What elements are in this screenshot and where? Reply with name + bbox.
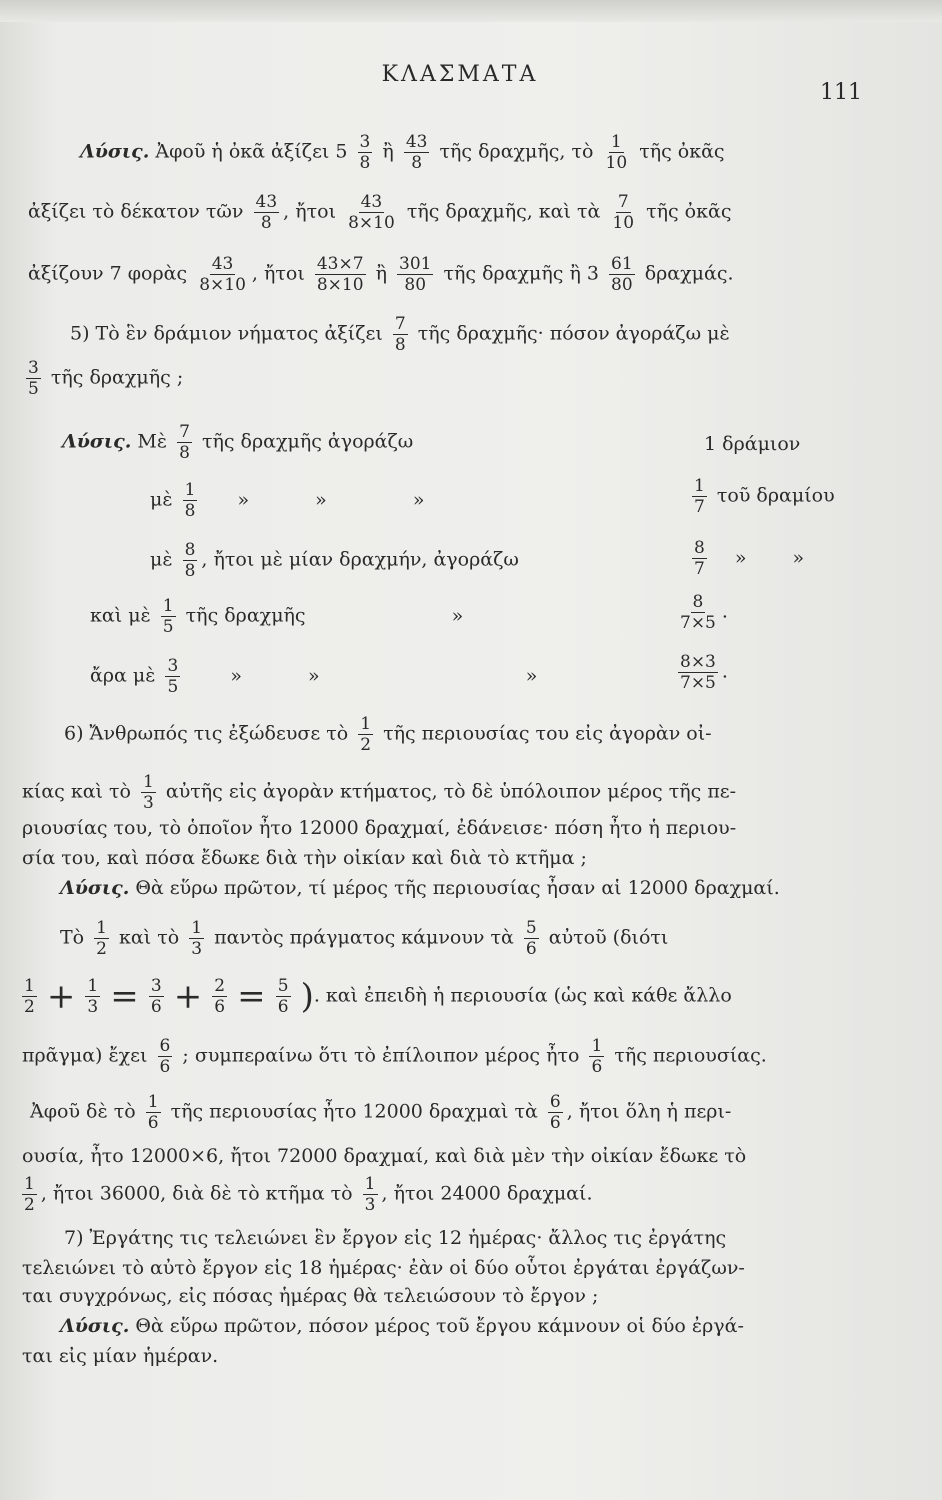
fraction: $\frac{61}{80}$ — [611, 254, 633, 295]
fraction: $\frac{1}{8}$ — [184, 480, 196, 521]
text-line: ται εἰς μίαν ἡμέραν. — [22, 1345, 219, 1367]
fraction: $\frac{8}{7\times 5}$ — [680, 592, 716, 633]
text-line: ἄρα μὲ $\frac{3}{5}$ » » » — [90, 656, 538, 697]
fraction: $\frac{1}{10}$ — [605, 132, 628, 173]
text-line: Ἀφοῦ δὲ τὸ $\frac{1}{6}$ τῆς περιουσίας ἦτο 12000 δραχμαὶ τὰ $\frac{6}{6}$ , ἤτοι ὅλη ἡ περι- — [30, 1092, 732, 1133]
page-top-edge — [0, 0, 942, 22]
text-line: ουσία, ἦτο 12000×6, ἤτοι 72000 δραχμαί, καὶ διὰ μὲν τὴν οἰκίαν ἔδωκε τὸ — [22, 1145, 747, 1167]
fraction: $\frac{43}{8\times 10}$ — [348, 192, 395, 233]
fraction: $\frac{1}{6}$ — [147, 1092, 159, 1133]
text-line: Λύσις. Θὰ εὕρω πρῶτον, τί μέρος τῆς περιουσίας ἦσαν αἱ 12000 δραχμαί. — [60, 877, 780, 899]
text-line: ριουσίας του, τὸ ὁποῖον ἦτο 12000 δραχμαί, ἐδάνεισε· πόση ἦτο ἡ περιου- — [22, 817, 737, 839]
text-line: μὲ $\frac{1}{8}$ » » » — [150, 480, 425, 521]
running-header: ΚΛΑΣΜΑΤΑ — [381, 62, 539, 87]
fraction: $\frac{43}{8}$ — [405, 132, 428, 173]
text-line: $\frac{1}{2}$ , ἤτοι 36000, διὰ δὲ τὸ κτῆμα τὸ $\frac{1}{3}$ , ἤτοι 24000 δραχμαί. — [24, 1174, 593, 1215]
text-line: καὶ μὲ $\frac{1}{5}$ τῆς δραχμῆς » — [90, 596, 464, 637]
text-line: 5) Τὸ ἓν δράμιον νήματος ἀξίζει $\frac{7}{8}$ τῆς δραχμῆς· πόσον ἀγοράζω μὲ — [70, 314, 730, 355]
fraction: $\frac{3}{5}$ — [167, 656, 179, 697]
fraction: $\frac{1}{6}$ — [591, 1036, 603, 1077]
text-line: 6) Ἄνθρωπός τις ἐξώδευσε τὸ $\frac{1}{2}$ τῆς περιουσίας του εἰς ἀγορὰν οἰ- — [64, 714, 712, 755]
result-cell: $\frac{8\times 3}{7\times 5}$ . — [680, 652, 728, 693]
fraction: $\frac{2}{6}$ — [214, 976, 226, 1017]
fraction: $\frac{7}{10}$ — [612, 192, 635, 233]
fraction: $\frac{43}{8}$ — [255, 192, 278, 233]
text-line: κίας καὶ τὸ $\frac{1}{3}$ αὐτῆς εἰς ἀγορὰν κτήματος, τὸ δὲ ὑπόλοιπον μέρος τῆς πε- — [22, 772, 737, 813]
text-line: σία του, καὶ πόσα ἔδωκε διὰ τὴν οἰκίαν καὶ διὰ τὸ κτῆμα ; — [22, 847, 587, 869]
text-line: Τὸ $\frac{1}{2}$ καὶ τὸ $\frac{1}{3}$ παντὸς πράγματος κάμνουν τὰ $\frac{5}{6}$ αὐτοῦ (διότι — [60, 918, 669, 959]
text-line: ἀξίζει τὸ δέκατον τῶν $\frac{43}{8}$ , ἤτοι $\frac{43}{8\times 10}$ τῆς δραχμῆς, καὶ τὰ $\frac{7}{10}$ τῆς ὀκᾶς — [28, 192, 732, 233]
text-line: Λύσις. Ἀφοῦ ἡ ὀκᾶ ἀξίζει 5 $\frac{3}{8}$ ἢ $\frac{43}{8}$ τῆς δραχμῆς, τὸ $\frac{1}{10}$ τῆς ὀκᾶς — [80, 132, 725, 173]
fraction: $\frac{3}{6}$ — [150, 976, 162, 1017]
page-number: 111 — [820, 80, 862, 105]
fraction: $\frac{1}{2}$ — [96, 918, 107, 959]
fraction: $\frac{5}{6}$ — [525, 918, 537, 959]
result-cell: $\frac{1}{7}$ τοῦ δραμίου — [694, 476, 835, 517]
fraction: $\frac{8}{7}$ — [694, 538, 705, 579]
text-line: 7) Ἐργάτης τις τελειώνει ἓν ἔργον εἰς 12 ἡμέρας· ἄλλος τις ἐργάτης — [64, 1227, 727, 1249]
fraction: $\frac{3}{8}$ — [359, 132, 371, 173]
fraction: $\frac{3}{5}$ — [28, 358, 39, 399]
result-cell: $\frac{8}{7\times 5}$ . — [680, 592, 728, 633]
fraction: $\frac{7}{8}$ — [179, 422, 190, 463]
fraction: $\frac{43}{8\times 10}$ — [199, 254, 246, 295]
text-line: ἀξίζουν 7 φορὰς $\frac{43}{8\times 10}$ , ἤτοι $\frac{43\times 7}{8\times 10}$ ἢ $\frac{301}{80}$ τῆς δραχμῆς ἢ 3 $\frac{61}{80}$ δραχμάς. — [28, 254, 734, 295]
fraction: $\frac{1}{3}$ — [87, 976, 99, 1017]
fraction: $\frac{8}{8}$ — [184, 540, 196, 581]
fraction: $\frac{1}{5}$ — [162, 596, 174, 637]
result-cell: 1 δράμιον — [704, 433, 801, 455]
fraction: $\frac{6}{6}$ — [549, 1092, 561, 1133]
fraction: $\frac{301}{80}$ — [399, 254, 432, 295]
fraction: $\frac{1}{3}$ — [191, 918, 203, 959]
text-line: $\frac{3}{5}$ τῆς δραχμῆς ; — [28, 358, 184, 399]
fraction: $\frac{1}{3}$ — [143, 772, 154, 813]
fraction: $\frac{1}{2}$ — [24, 976, 35, 1017]
equation-line: $\frac{1}{2}$ + $\frac{1}{3}$ = $\frac{3}{6}$ + $\frac{2}{6}$ = $\frac{5}{6}$ ). καὶ ἐπειδὴ ἡ περιουσία (ὡς καὶ κάθε ἄλλο — [24, 976, 732, 1017]
fraction: $\frac{1}{7}$ — [694, 476, 705, 517]
fraction: $\frac{5}{6}$ — [277, 976, 289, 1017]
fraction: $\frac{8\times 3}{7\times 5}$ — [680, 652, 716, 693]
text-line: ται συγχρόνως, εἰς πόσας ἡμέρας θὰ τελειώσουν τὸ ἔργον ; — [22, 1285, 599, 1307]
result-cell: $\frac{8}{7}$ » » — [694, 538, 805, 579]
fraction: $\frac{7}{8}$ — [394, 314, 406, 355]
text-line: πρᾶγμα) ἔχει $\frac{6}{6}$ ; συμπεραίνω ὅτι τὸ ἐπίλοιπον μέρος ἦτο $\frac{1}{6}$ τῆς περιουσίας. — [22, 1036, 767, 1077]
fraction: $\frac{43\times 7}{8\times 10}$ — [316, 254, 364, 295]
text-line: Λύσις. Θὰ εὕρω πρῶτον, πόσον μέρος τοῦ ἔργου κάμνουν οἱ δύο ἐργά- — [60, 1315, 744, 1337]
fraction: $\frac{1}{2}$ — [24, 1174, 35, 1215]
fraction: $\frac{1}{3}$ — [364, 1174, 376, 1215]
fraction: $\frac{1}{2}$ — [360, 714, 372, 755]
text-line: μὲ $\frac{8}{8}$ , ἤτοι μὲ μίαν δραχμήν, ἀγοράζω — [150, 540, 519, 581]
text-line: Λύσις. Μὲ $\frac{7}{8}$ τῆς δραχμῆς ἀγοράζω — [62, 422, 414, 463]
fraction: $\frac{6}{6}$ — [159, 1036, 171, 1077]
text-line: τελειώνει τὸ αὐτὸ ἔργον εἰς 18 ἡμέρας· ἐὰν οἱ δύο οὗτοι ἐργάται ἐργάζων- — [22, 1257, 745, 1279]
